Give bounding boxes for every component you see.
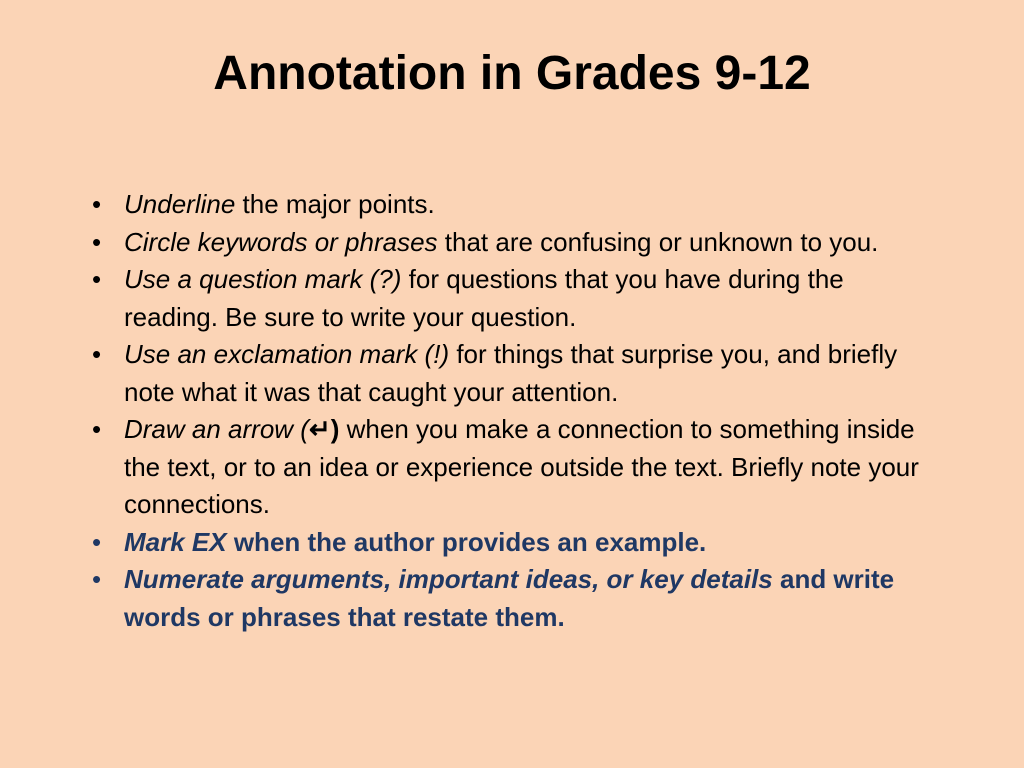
- bullet-emphasis: Circle keywords or phrases: [124, 226, 438, 257]
- bullet-emphasis: Use a question mark (?): [124, 264, 402, 294]
- bullet-item-question-mark: [86, 261, 926, 336]
- bullet-emphasis: Mark EX: [124, 526, 227, 557]
- bullet-text: when you make a connection to something inside the text, or to an idea or experience outside the text. Briefly note your connections.: [124, 414, 919, 519]
- bullet-icon: •: [92, 226, 102, 257]
- bullet-emphasis: Draw an arrow (: [124, 414, 309, 444]
- bullet-text: for things that surprise you, and briefly note what it was that caught your attention.: [124, 339, 898, 407]
- bullet-icon: •: [92, 189, 102, 219]
- bullet-icon: •: [92, 526, 102, 557]
- bullet-text: that are confusing or unknown to you.: [437, 226, 879, 257]
- bullet-icon: •: [92, 414, 102, 444]
- return-arrow-icon: ↵: [308, 414, 331, 444]
- bullet-icon: •: [92, 339, 102, 369]
- bullet-item-underline: [86, 186, 926, 224]
- bullet-item-circle: [86, 224, 926, 262]
- bullet-item-exclamation-mark: [86, 336, 926, 411]
- bullet-emphasis-close: ): [330, 414, 340, 444]
- bullet-item-numerate: [86, 561, 926, 636]
- bullet-text: the major points.: [235, 189, 435, 219]
- slide-title: Annotation in Grades 9-12: [213, 47, 811, 100]
- bullet-text: when the author provides an example.: [226, 526, 707, 557]
- bullet-icon: •: [92, 564, 102, 594]
- bullet-item-arrow: [86, 411, 926, 524]
- bullet-text: for questions that you have during the reading. Be sure to write your question.: [124, 264, 844, 332]
- bullet-emphasis: Use an exclamation mark (!): [124, 339, 450, 369]
- bullet-emphasis: Numerate arguments, important ideas, or key details: [124, 564, 773, 594]
- bullet-item-mark-ex: [86, 524, 926, 562]
- bullet-text: and write words or phrases that restate them.: [124, 564, 895, 632]
- bullet-list: [86, 186, 926, 636]
- bullet-emphasis: Underline: [124, 189, 236, 219]
- bullet-icon: •: [92, 264, 102, 294]
